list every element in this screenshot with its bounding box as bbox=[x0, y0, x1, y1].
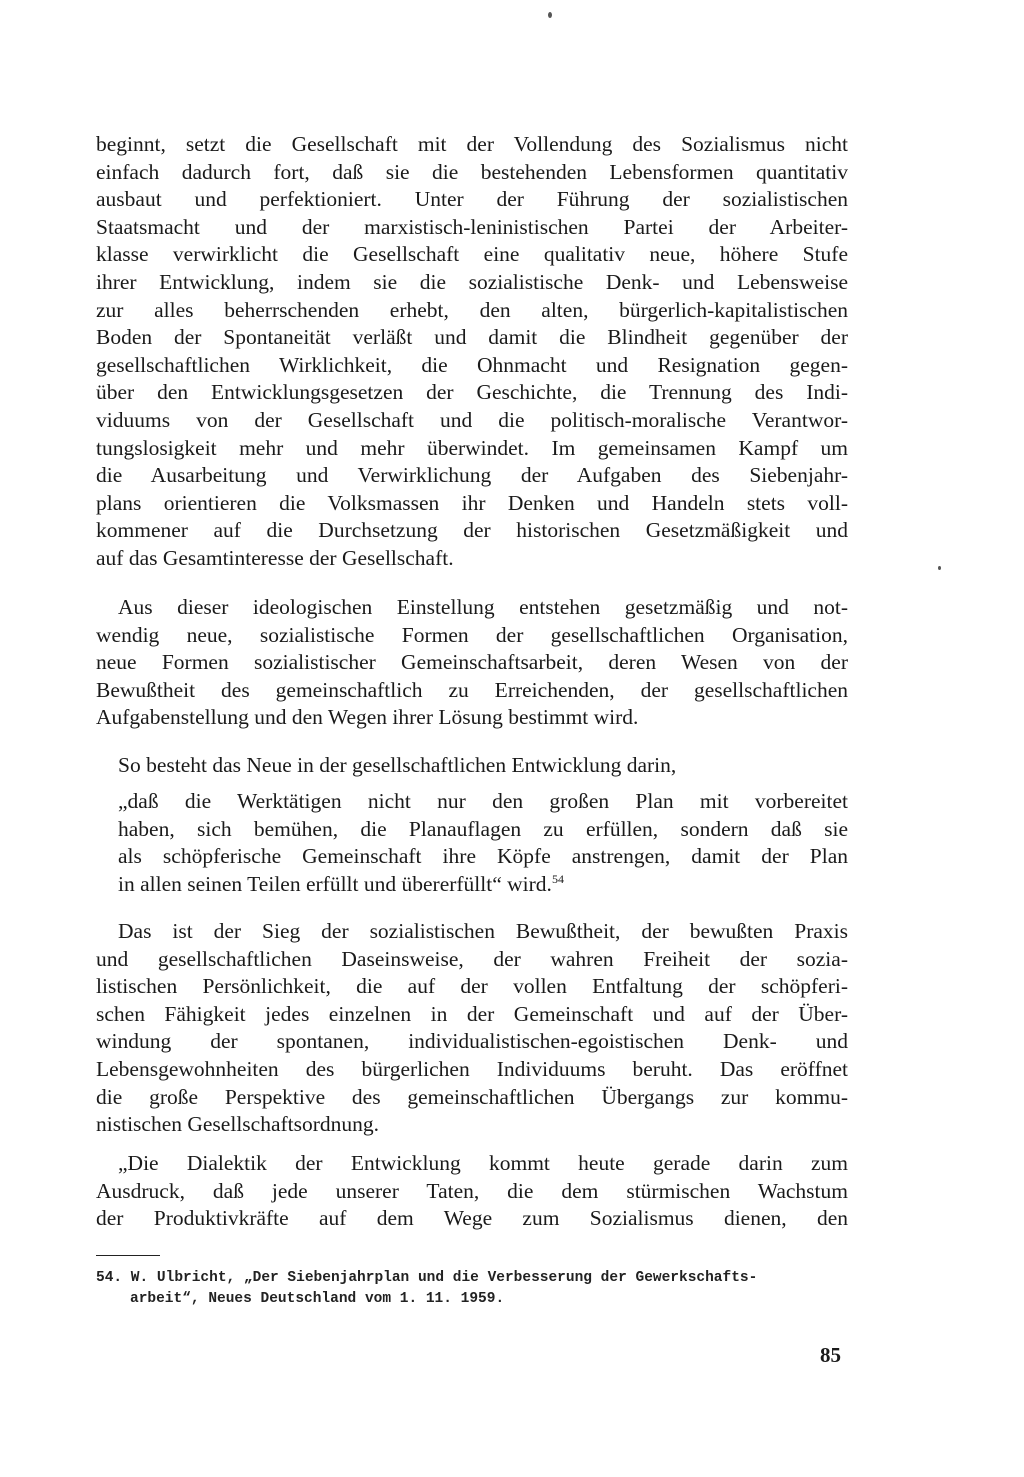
text-line: wendig neue, sozialistische Formen der gesellschaftlichen Organisation, bbox=[96, 622, 848, 647]
text-line: die große Perspektive des gemeinschaftlichen Übergangs zur kommu- bbox=[96, 1084, 848, 1109]
text-line: schen Fähigkeit jedes einzelnen in der Gemeinschaft und auf der Über- bbox=[96, 1001, 848, 1026]
text-line: haben, sich bemühen, die Planauflagen zu erfüllen, sondern daß sie bbox=[118, 816, 848, 841]
text-line: Bewußtheit des gemeinschaftlich zu Erreichenden, der gesellschaftlichen bbox=[96, 677, 848, 702]
text-line: einfach dadurch fort, daß sie die bestehenden Lebensformen quantitativ bbox=[96, 159, 848, 184]
text-line: tungslosigkeit mehr und mehr überwindet. Im gemeinsamen Kampf um bbox=[96, 435, 848, 460]
text-line: windung der spontanen, individualistischen-egoistischen Denk- und bbox=[96, 1029, 848, 1054]
footnote-line: arbeit“, Neues Deutschland vom 1. 11. 1959. bbox=[130, 1291, 505, 1307]
print-speck bbox=[548, 12, 552, 18]
text-line: plans orientieren die Volksmassen ihr Denken und Handeln stets voll- bbox=[96, 490, 848, 515]
text-line: So besteht das Neue in der gesellschaftlichen Entwicklung darin, bbox=[118, 753, 677, 777]
text-line: über den Entwicklungsgesetzen der Geschichte, die Trennung des Indi- bbox=[96, 380, 848, 405]
text-line: „Die Dialektik der Entwicklung kommt heute gerade darin zum bbox=[118, 1151, 848, 1175]
footnote-reference[interactable]: 54 bbox=[551, 871, 564, 886]
text-line: Aufgabenstellung und den Wegen ihrer Lösung bestimmt wird. bbox=[96, 705, 639, 730]
text-line: viduums von der Gesellschaft und die politisch-moralische Verantwor- bbox=[96, 407, 848, 432]
print-speck bbox=[938, 566, 941, 570]
footnote-line: 54. W. Ulbricht, „Der Siebenjahrplan und die Verbesserung der Gewerkschafts- bbox=[96, 1270, 758, 1286]
text-line bbox=[118, 871, 848, 899]
text-line: auf das Gesamtinteresse der Gesellschaft. bbox=[96, 545, 454, 570]
block-quote bbox=[118, 788, 848, 898]
text-line: neue Formen sozialistischer Gemeinschaftsarbeit, deren Wesen von der bbox=[96, 650, 848, 675]
text-line: Ausdruck, daß jede unserer Taten, die dem stürmischen Wachstum bbox=[96, 1178, 848, 1203]
page-number: 85 bbox=[820, 1343, 841, 1367]
text-line: Boden der Spontaneität verläßt und damit die Blindheit gegenüber der bbox=[96, 325, 848, 350]
text-line: die Ausarbeitung und Verwirklichung der Aufgaben des Siebenjahr- bbox=[96, 463, 848, 488]
text-line: nistischen Gesellschaftsordnung. bbox=[96, 1112, 380, 1137]
text-line: „daß die Werktätigen nicht nur den großen Plan mit vorbereitet bbox=[118, 789, 848, 813]
text-line: klasse verwirklicht die Gesellschaft eine qualitativ neue, höhere Stufe bbox=[96, 242, 848, 267]
paragraph-3 bbox=[96, 752, 848, 780]
text-line: ausbaut und perfektioniert. Unter der Führung der sozialistischen bbox=[96, 187, 848, 212]
text-line: der Produktivkräfte auf dem Wege zum Sozialismus dienen, den bbox=[96, 1206, 848, 1231]
text-line: kommener auf die Durchsetzung der historischen Gesetzmäßigkeit und bbox=[96, 518, 848, 543]
text-line: gesellschaftlichen Wirklichkeit, die Ohnmacht und Resignation gegen- bbox=[96, 352, 848, 377]
footnote-divider bbox=[96, 1255, 160, 1256]
text-line: als schöpferische Gemeinschaft ihre Köpfe anstrengen, damit der Plan bbox=[118, 844, 848, 869]
text-line: Das ist der Sieg der sozialistischen Bewußtheit, der bewußten Praxis bbox=[118, 919, 848, 943]
paragraph-2 bbox=[96, 594, 848, 732]
text-line: Staatsmacht und der marxistisch-leninistischen Partei der Arbeiter- bbox=[96, 214, 848, 239]
text-line: und gesellschaftlichen Daseinsweise, der wahren Freiheit der sozia- bbox=[96, 946, 848, 971]
text-line: Lebensgewohnheiten des bürgerlichen Individuums beruht. Das eröffnet bbox=[96, 1056, 848, 1081]
paragraph-1 bbox=[96, 131, 848, 573]
paragraph-5 bbox=[96, 1150, 848, 1233]
text-line: ihrer Entwicklung, indem sie die sozialistische Denk- und Lebensweise bbox=[96, 269, 848, 294]
text-line: Aus dieser ideologischen Einstellung entstehen gesetzmäßig und not- bbox=[118, 595, 848, 619]
footnote bbox=[96, 1268, 848, 1310]
text-line: listischen Persönlichkeit, die auf der vollen Entfaltung der schöpferi- bbox=[96, 974, 848, 999]
text-line: zur alles beherrschenden erhebt, den alten, bürgerlich-kapitalistischen bbox=[96, 297, 848, 322]
quote-last-line-text: in allen seinen Teilen erfüllt und übererfüllt“ wird. bbox=[118, 871, 552, 896]
paragraph-4 bbox=[96, 918, 848, 1139]
text-line: beginnt, setzt die Gesellschaft mit der Vollendung des Sozialismus nicht bbox=[96, 132, 848, 156]
